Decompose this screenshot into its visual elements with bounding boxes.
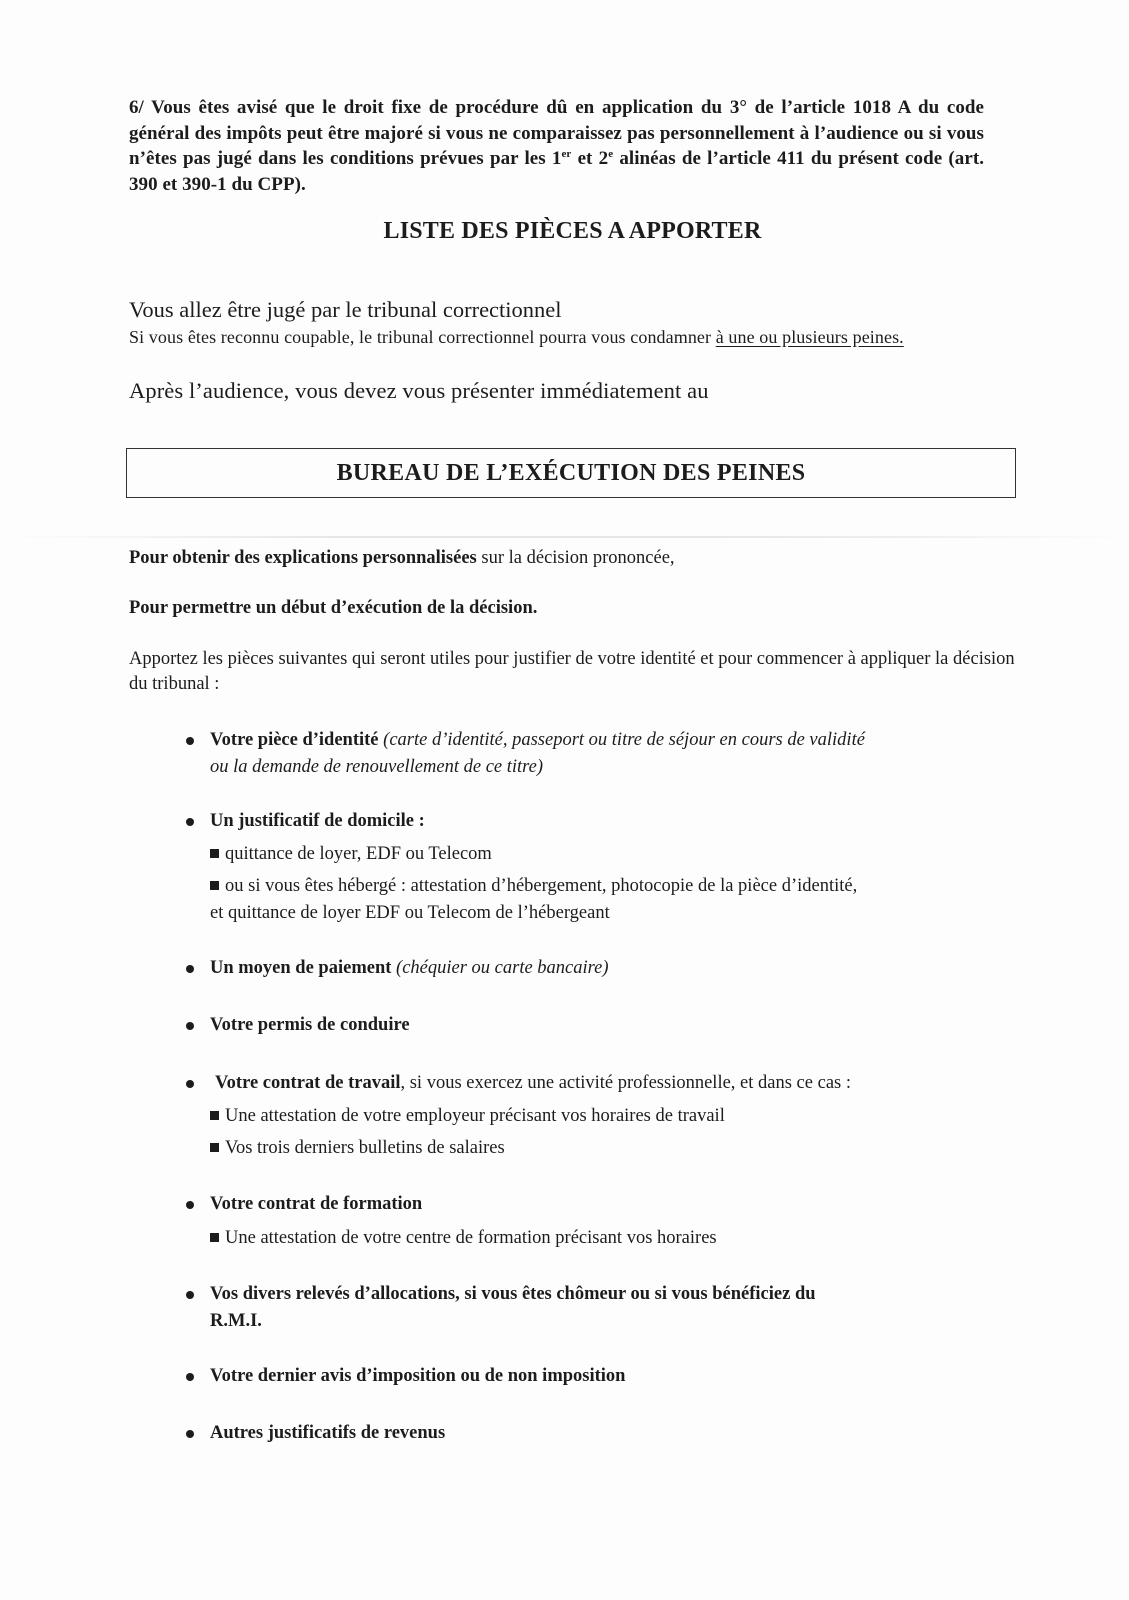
notice-text-1: 6/ Vous êtes avisé que le droit fixe de procédure dû en application du 3° de l’article 1018 A du code général des impôts peut être majoré si vous ne comparaissez pas personnellement à l’audience ou si vous n’êtes pas jugé dans les conditions prévues par les 1 [129, 97, 984, 169]
work-sub-1-text: Une attestation de votre employeur précisant vos horaires de travail [225, 1106, 725, 1126]
list-item-allowances: Vos divers relevés d’allocations, si vous êtes chômeur ou si vous bénéficiez du [210, 1284, 816, 1304]
bullet-icon [186, 1201, 194, 1209]
list-item-tax-notice: Votre dernier avis d’imposition ou de non imposition [210, 1366, 626, 1386]
payment-label: Un moyen de paiement [210, 958, 392, 978]
domicile-sub-2 [210, 873, 857, 900]
domicile-sub-2-cont: et quittance de loyer EDF ou Telecom de l’hébergeant [210, 903, 610, 923]
bureau-title-box [126, 448, 1016, 498]
bullet-icon [186, 1291, 194, 1299]
notice-text-2: et 2 [571, 148, 609, 169]
identity-detail-2: ou la demande de renouvellement de ce titre) [210, 757, 544, 777]
list-item-other-income: Autres justificatifs de revenus [210, 1423, 446, 1443]
training-sub-1 [210, 1225, 717, 1252]
superscript-e: e [608, 148, 614, 160]
obtain-bold-text: Pour obtenir des explications personnalisées [129, 548, 477, 568]
training-sub-1-text: Une attestation de votre centre de formation précisant vos horaires [225, 1228, 717, 1248]
bullet-icon [186, 965, 194, 973]
list-item-identity [210, 727, 865, 754]
work-sub-2 [210, 1135, 505, 1162]
judged-line: Vous allez être jugé par le tribunal correctionnel [129, 297, 562, 322]
bring-documents-paragraph: Apportez les pièces suivantes qui seront utiles pour justifier de votre identité et pour commencer à appliquer la décision du tribunal : [129, 649, 1015, 694]
scan-artifact-line [0, 536, 1129, 538]
bullet-icon [186, 818, 194, 826]
work-sub-1 [210, 1103, 725, 1130]
square-bullet-icon [210, 1233, 219, 1242]
bureau-title: BUREAU DE L’EXÉCUTION DES PEINES [336, 459, 806, 486]
obtain-explanations-line [129, 548, 675, 569]
obtain-normal-text: sur la décision prononcée, [476, 548, 675, 568]
domicile-sub-2-text: ou si vous êtes hébergé : attestation d’hébergement, photocopie de la pièce d’identité, [225, 876, 858, 896]
work-contract-label: Votre contrat de travail [215, 1073, 401, 1093]
list-item-domicile: Un justificatif de domicile : [210, 811, 425, 831]
payment-detail: (chéquier ou carte bancaire) [391, 958, 609, 978]
bullet-icon [186, 1022, 194, 1030]
list-item-license: Votre permis de conduire [210, 1015, 410, 1035]
bullet-icon [186, 737, 194, 745]
list-item-work-contract [215, 1070, 851, 1097]
square-bullet-icon [210, 881, 219, 890]
superscript-er: er [561, 148, 572, 160]
allowances-cont: R.M.I. [210, 1311, 262, 1331]
identity-detail-1: (carte d’identité, passeport ou titre de séjour en cours de validité [378, 730, 865, 750]
notice-text-3: alinéas de l’article 411 du présent code (art. 390 et 390-1 du CPP). [129, 148, 984, 195]
judged-sub-text: Si vous êtes reconnu coupable, le tribunal correctionnel pourra vous condamner [129, 327, 716, 347]
after-hearing-text: Après l’audience, vous devez vous présenter immédiatement au [129, 378, 709, 403]
work-sub-2-text: Vos trois derniers bulletins de salaires [225, 1138, 505, 1158]
list-title: LISTE DES PIÈCES A APPORTER [383, 218, 762, 244]
square-bullet-icon [210, 849, 219, 858]
notice-paragraph [129, 95, 984, 197]
penalties-underlined-text: à une ou plusieurs peines. [715, 327, 904, 347]
list-item-training-contract: Votre contrat de formation [210, 1194, 423, 1214]
domicile-sub-1-text: quittance de loyer, EDF ou Telecom [225, 844, 492, 864]
bullet-icon [186, 1373, 194, 1381]
domicile-sub-1 [210, 841, 492, 868]
square-bullet-icon [210, 1111, 219, 1120]
work-contract-detail: , si vous exercez une activité professionnelle, et dans ce cas : [400, 1073, 851, 1093]
square-bullet-icon [210, 1143, 219, 1152]
identity-label: Votre pièce d’identité [210, 730, 379, 750]
bullet-icon [186, 1080, 194, 1088]
list-item-payment [210, 955, 609, 982]
judged-subline [129, 327, 904, 348]
bullet-icon [186, 1430, 194, 1438]
start-execution-line: Pour permettre un début d’exécution de la décision. [129, 598, 538, 618]
